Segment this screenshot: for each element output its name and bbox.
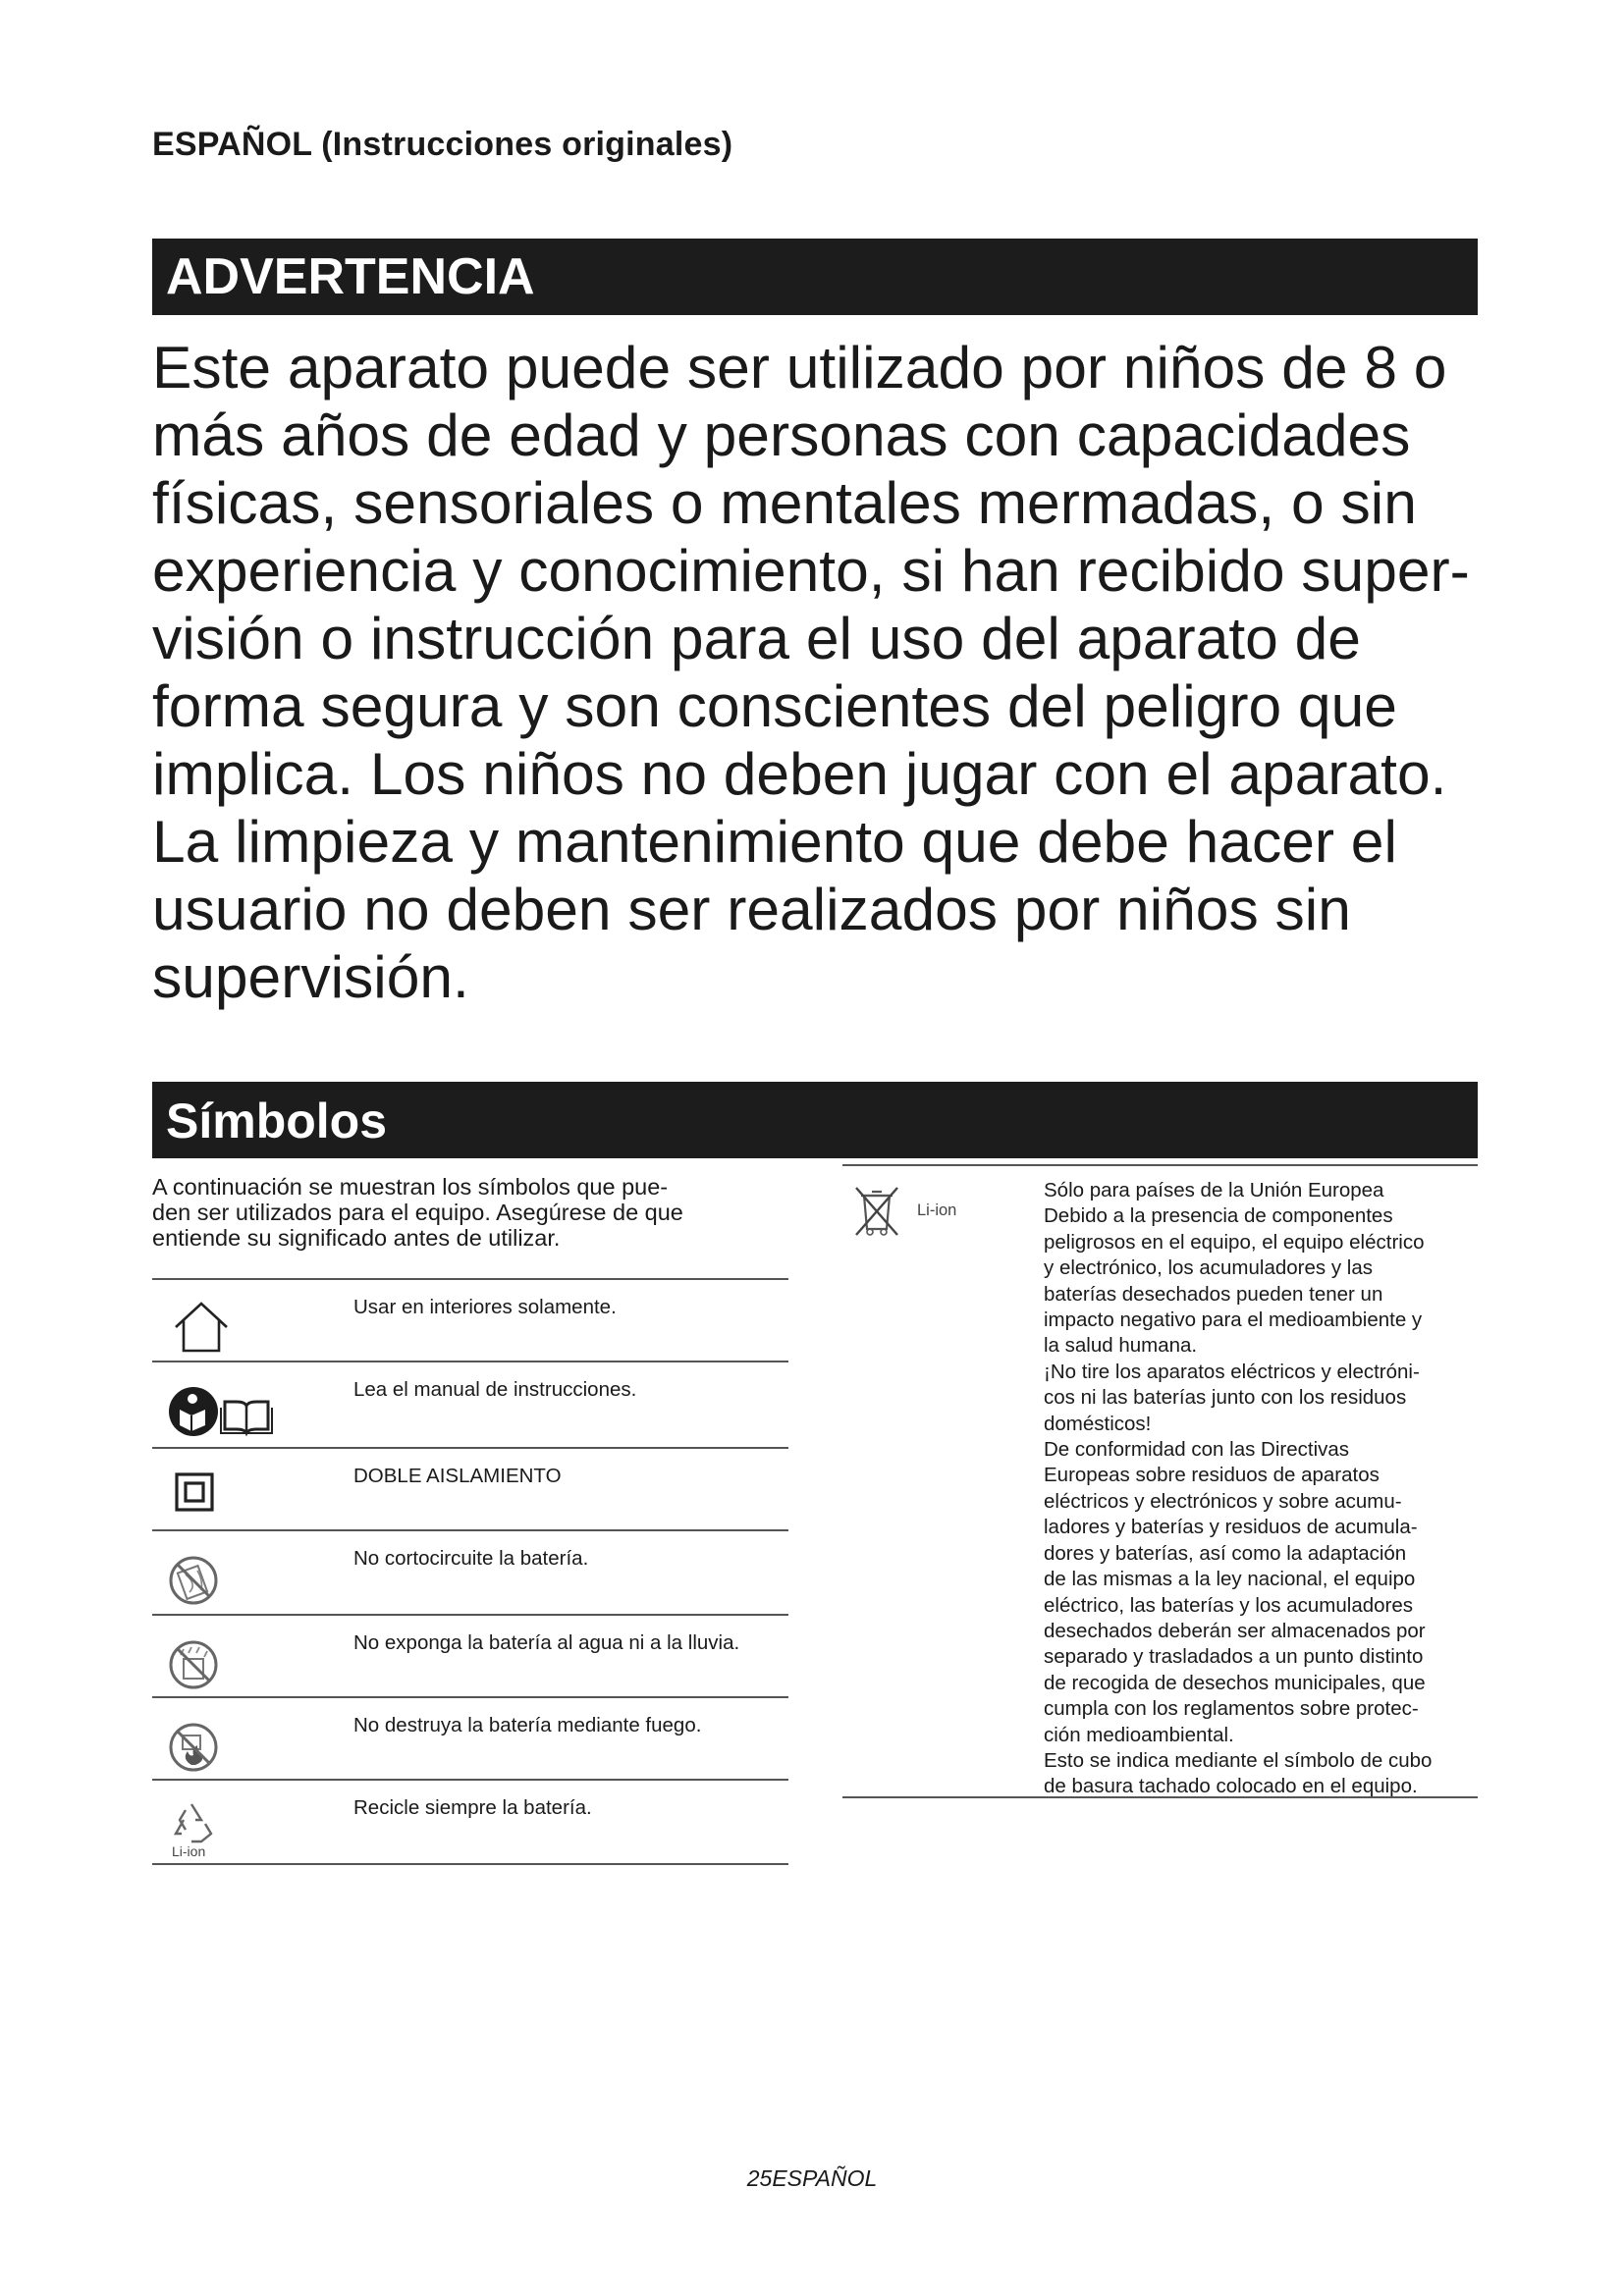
page-number: 25ESPAÑOL [746,2165,878,2191]
warning-line: experiencia y conocimiento, si han recibido super- [152,537,1470,604]
symbol-label: Recicle siempre la batería. [353,1796,592,1819]
warning-heading: ADVERTENCIA [152,239,1478,315]
warning-line: más años de edad y personas con capacidades [152,401,1411,468]
eu-line: ladores y baterías y residuos de acumula- [1044,1516,1418,1539]
eu-line: baterías desechados pueden tener un [1044,1282,1383,1306]
no-water-icon [162,1629,339,1692]
warning-line: supervisión. [152,943,469,1010]
symbols-table [152,1278,788,1865]
eu-line: domésticos! [1044,1412,1152,1435]
warning-line: Este aparato puede ser utilizado por niños de 8 o [152,334,1447,400]
symbol-row [152,1531,788,1616]
intro-line: entiende su significado antes de utilizar. [152,1225,561,1251]
symbol-row [152,1781,788,1865]
symbol-label: No destruya la batería mediante fuego. [353,1714,702,1736]
symbol-row [152,1362,788,1449]
double-insulation-icon [162,1463,339,1525]
symbol-label: No cortocircuite la batería. [353,1547,589,1570]
symbol-label: Lea el manual de instrucciones. [353,1378,637,1401]
intro-line: den ser utilizados para el equipo. Asegúrese de que [152,1200,683,1225]
eu-line: Debido a la presencia de componentes [1044,1204,1393,1228]
read-manual-icon [162,1376,339,1439]
no-fire-icon [162,1712,339,1775]
eu-line: de las mismas a la ley nacional, el equipo [1044,1568,1416,1591]
eu-line: separado y trasladados a un punto distinto [1044,1645,1424,1669]
eu-line: de basura tachado colocado en el equipo. [1044,1775,1418,1798]
eu-li-ion-label: Li-ion [917,1201,957,1219]
warning-line: físicas, sensoriales o mentales mermadas, o sin [152,469,1417,536]
symbol-label: Usar en interiores solamente. [353,1296,617,1318]
eu-line: de recogida de desechos municipales, que [1044,1671,1426,1694]
eu-line: Esto se indica mediante el símbolo de cubo [1044,1748,1433,1772]
intro-line: A continuación se muestran los símbolos que pue- [152,1174,669,1200]
symbol-row [152,1280,788,1362]
eu-line: cos ni las baterías junto con los residuos [1044,1386,1407,1410]
symbol-label: DOBLE AISLAMIENTO [353,1465,562,1487]
symbol-row [152,1616,788,1698]
warning-line: implica. Los niños no deben jugar con el aparato. [152,740,1447,807]
eu-disposal-notice [842,1164,1478,1798]
symbol-label: No exponga la batería al agua ni a la lluvia. [353,1631,740,1654]
warning-line: usuario no deben ser realizados por niños sin [152,876,1351,942]
eu-line: ción medioambiental. [1044,1723,1234,1746]
symbols-intro [152,1174,790,1251]
warning-text [152,334,1488,1011]
eu-line: eléctricos y electrónicos y sobre acumu- [1044,1489,1402,1513]
eu-line: ¡No tire los aparatos eléctricos y electróni- [1044,1360,1420,1383]
warning-line: visión o instrucción para el uso del aparato de [152,605,1361,671]
eu-line: peligrosos en el equipo, el equipo eléctrico [1044,1230,1425,1254]
eu-line: Europeas sobre residuos de aparatos [1044,1464,1380,1487]
crossed-bin-icon [852,1182,901,1239]
eu-notice-text [1044,1178,1432,1800]
eu-line: cumpla con los reglamentos sobre protec- [1044,1697,1419,1721]
eu-line: eléctrico, las baterías y los acumuladores [1044,1593,1414,1617]
eu-line: desechados deberán ser almacenados por [1044,1619,1426,1642]
language-title: ESPAÑOL (Instrucciones originales) [152,126,733,163]
eu-line: De conformidad con las Directivas [1044,1438,1350,1462]
no-short-circuit-icon [162,1545,339,1608]
house-icon [162,1294,339,1357]
symbols-heading: Símbolos [152,1082,1478,1158]
warning-line: forma segura y son conscientes del peligro que [152,672,1397,739]
eu-line: y electrónico, los acumuladores y las [1044,1256,1373,1280]
symbol-row [152,1449,788,1531]
eu-line: la salud humana. [1044,1334,1198,1358]
symbol-row [152,1698,788,1781]
li-ion-badge: Li-ion [172,1843,206,1859]
warning-line: La limpieza y mantenimiento que debe hacer el [152,808,1397,875]
eu-line: dores y baterías, así como la adaptación [1044,1541,1407,1565]
eu-line: impacto negativo para el medioambiente y [1044,1308,1423,1332]
eu-line: Sólo para países de la Unión Europea [1044,1179,1384,1201]
